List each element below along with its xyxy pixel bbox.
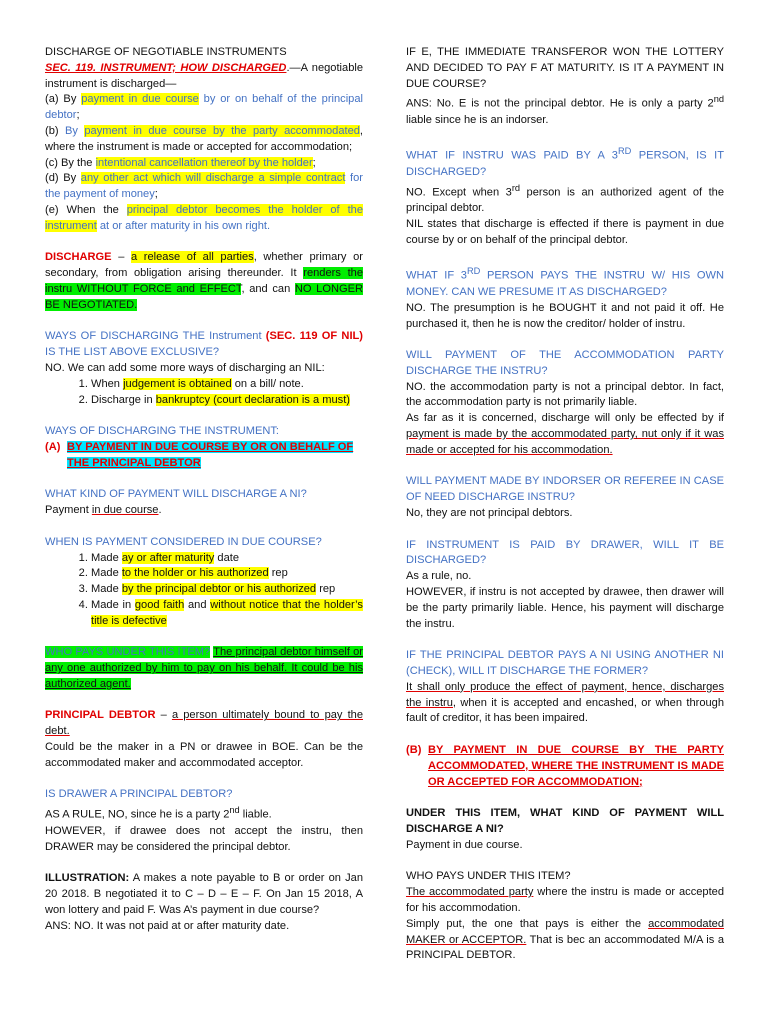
when-list [45,551,363,630]
indorser-question: WILL PAYMENT MADE BY INDORSER OR REFEREE IN CASE OF NEED DISCHARGE INSTRU? [406,475,724,504]
ways-answer: NO. We can add some more ways of discharging an NIL: [45,361,325,374]
principal-debtor-definition: PRINCIPAL DEBTOR – a person ultimately bound to pay the debt. [45,709,363,738]
who-pays-block: WHO PAYS UNDER THIS ITEM? The principal debtor himself or any one authorized by him to pay on his behalf. It could be his authorized agent. [45,646,364,690]
accommodation-answer-1: NO. the accommodation party is not a principal debtor. In fact, the accommodation party is not primarily liable. [406,380,724,409]
right-column [406,45,724,964]
list-item: 2. Made to the holder or his authorized rep [91,566,363,582]
ife-question: IF E, THE IMMEDIATE TRANSFEROR WON THE LOTTERY AND DECIDED TO PAY F AT MATURITY. IS IT A PAYMENT IN DUE COURSE? [406,46,724,90]
indorser-answer: No, they are not principal debtors. [406,507,573,520]
item-a-heading: (A) BY PAYMENT IN DUE COURSE BY OR ON BEHALF OF THE PRINCIPAL DEBTOR [45,440,354,469]
list-item: 1. Made ay or after maturity date [91,551,363,567]
ways-list [45,377,363,409]
sec119-item-d: (d) By any other act which will discharge a simple contract for the payment of money; [45,172,363,201]
sec119-item-a: (a) By payment in due course by or on behalf of the principal debtor; [45,93,363,122]
sec119-item-b: (b) By payment in due course by the party accommodated, where the instrument is made or accepted for accommodation; [45,124,364,153]
illustration-answer: ANS: NO. It was not paid at or after maturity date. [45,919,290,932]
third-person-answer-2: NIL states that discharge is effected if there is payment in due course by or on behalf of the principal debtor. [406,218,724,246]
sec119-item-c: (c) By the intentional cancellation thereof by the holder; [45,156,316,169]
who-pays-question: WHO PAYS UNDER THIS ITEM? [406,870,571,883]
sec119-heading: SEC. 119. INSTRUMENT; HOW DISCHARGED [45,61,287,74]
kind-question: WHAT KIND OF PAYMENT WILL DISCHARGE A NI? [45,488,307,501]
ways-heading: WAYS OF DISCHARGING THE INSTRUMENT: [45,425,280,438]
kind-answer: Payment in due course. [45,504,162,517]
list-item: 2. Discharge in bankruptcy (court declaration is a must) [91,393,363,409]
discharge-definition: DISCHARGE – a release of all parties, whether primary or secondary, from obligation arising thereunder. It renders the instru WITHOUT FORCE and EFFECT, and can NO LONGER BE NEGOTIATED. [45,251,364,311]
third-person-question: WHAT IF INSTRU WAS PAID BY A 3RD PERSON, IS IT DISCHARGED? [406,146,724,178]
accommodation-answer-2: As far as it is concerned, discharge will only be effected by if payment is made by the accommodated party, nut only if it was made or accepted for his accommodation. [406,412,724,456]
sec119-intro: SEC. 119. INSTRUMENT; HOW DISCHARGED.—A negotiable instrument is discharged— [45,61,363,90]
item-b-heading: (B) BY PAYMENT IN DUE COURSE BY THE PARTY ACCOMMODATED, WHERE THE INSTRUMENT IS MADE OR ACCEPTED FOR ACCOMMODATION; [406,744,724,788]
under-item-question: UNDER THIS ITEM, WHAT KIND OF PAYMENT WILL DISCHARGE A NI? [406,807,724,835]
own-money-answer: NO. The presumption is he BOUGHT it and not paid it off. He purchased it, then he is now the creditor/ holder of instru. [406,301,724,330]
list-item: 1. When judgement is obtained on a bill/ note. [91,377,363,393]
accommodation-question: WILL PAYMENT OF THE ACCOMMODATION PARTY DISCHARGE THE INSTRU? [406,349,724,377]
principal-debtor-detail: Could be the maker in a PN or drawee in BOE. Can be the accommodated maker and accommodated acceptor. [45,741,363,769]
ways-question: WAYS OF DISCHARGING THE Instrument (SEC. 119 OF NIL) IS THE LIST ABOVE EXCLUSIVE? [45,330,363,359]
third-person-answer: NO. Except when 3rd person is an authorized agent of the principal debtor. [406,182,725,215]
document-title: DISCHARGE OF NEGOTIABLE INSTRUMENTS [45,46,287,58]
drawer-question: IS DRAWER A PRINCIPAL DEBTOR? [45,788,233,801]
sec119-item-e: (e) When the principal debtor becomes the holder of the instrument at or after maturity in his own right. [45,203,363,232]
left-column [45,45,363,934]
paid-by-drawer-answer-2: HOWEVER, if instru is not accepted by drawee, then drawer will be the party primarily liable. Hence, his payment will discharge the instru. [406,586,724,630]
drawer-answer-2: HOWEVER, if drawee does not accept the instru, then DRAWER may be considered the principal debtor. [45,824,363,853]
who-pays-answer: The accommodated party where the instru is made or accepted for his accommodation. [406,886,725,914]
paid-by-drawer-question: IF INSTRUMENT IS PAID BY DRAWER, WILL IT BE DISCHARGED? [406,538,724,567]
list-item: 4. Made in good faith and without notice that the holder’s title is defective [91,598,363,630]
own-money-question: WHAT IF 3RD PERSON PAYS THE INSTRU W/ HIS OWN MONEY. CAN WE PRESUME IT AS DISCHARGED? [406,266,724,298]
paid-by-drawer-answer-1: As a rule, no. [406,570,472,583]
illustration: ILLUSTRATION: A makes a note payable to B or order on Jan 20 2018. B negotiated it to C – D – E – F. On Jan 15 2018, A won lottery and paid F. Was A’s payment in due course? [45,872,363,916]
drawer-answer-1: AS A RULE, NO, since he is a party 2nd liable. [45,805,272,821]
check-question: IF THE PRINCIPAL DEBTOR PAYS A NI USING ANOTHER NI (CHECK), WILL IT DISCHARGE THE FORMER? [406,649,724,678]
simply-put: Simply put, the one that pays is either the accommodated MAKER or ACCEPTOR. That is bec an accommodated M/A is a PRINCIPAL DEBTOR. [406,917,724,962]
check-answer: It shall only produce the effect of payment, hence, discharges the instru, when it is accepted and encashed, or when through fault of creditor, it has been impaired. [406,680,725,725]
ife-answer: ANS: No. E is not the principal debtor. He is only a party 2nd liable since he is an indorser. [406,94,724,126]
list-item: 3. Made by the principal debtor or his authorized rep [91,582,363,598]
when-question: WHEN IS PAYMENT CONSIDERED IN DUE COURSE? [45,535,322,548]
under-item-answer: Payment in due course. [406,838,523,851]
